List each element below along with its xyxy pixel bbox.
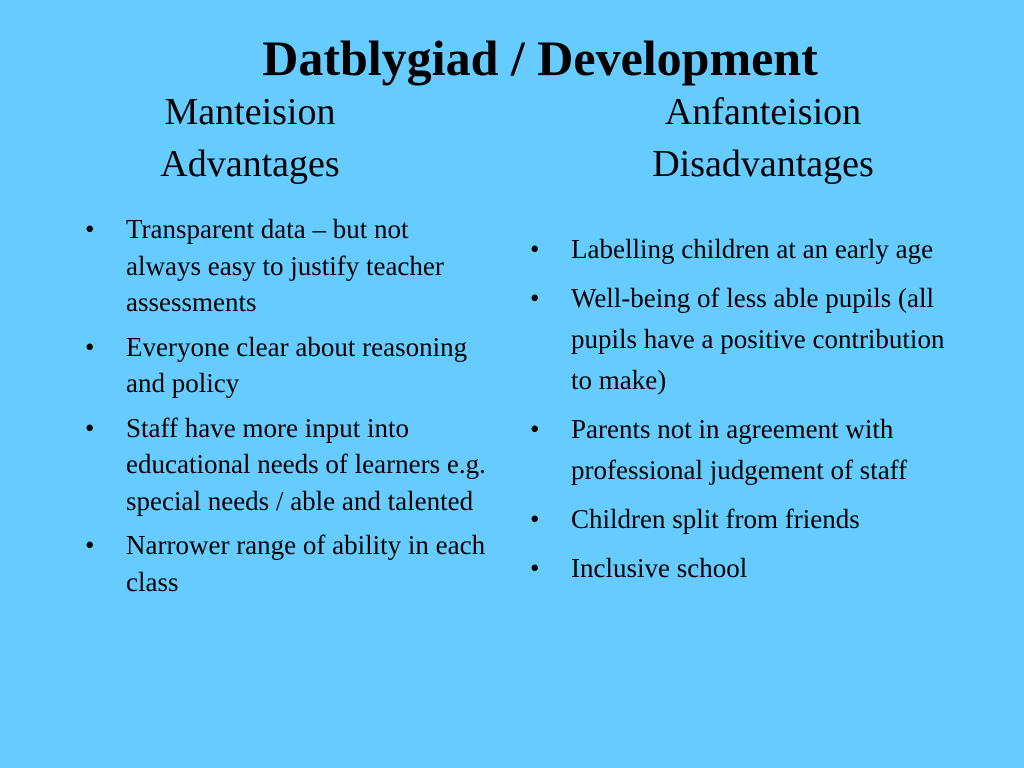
list-item — [530, 499, 970, 540]
bullet-icon: • — [530, 234, 540, 264]
slide-title: Datblygiad / Development — [262, 30, 818, 86]
bullet-icon: • — [85, 412, 95, 443]
list-item — [530, 409, 970, 491]
disadvantages-list — [530, 229, 970, 597]
list-item-text: Narrower range of ability in each class — [126, 530, 486, 597]
list-item-text: Everyone clear about reasoning and policy — [126, 331, 468, 398]
bullet-icon: • — [85, 331, 95, 362]
list-item — [530, 278, 970, 401]
advantages-heading-english: Advantages — [160, 143, 340, 185]
advantages-heading — [60, 86, 440, 190]
advantages-heading-welsh: Manteision — [164, 91, 336, 133]
bullet-icon: • — [530, 553, 540, 583]
list-item-text: Inclusive school — [571, 553, 748, 583]
list-item — [85, 527, 490, 600]
list-item-text: Well-being of less able pupils (all pupils have a positive contribution to make) — [571, 283, 945, 395]
list-item — [530, 229, 970, 270]
disadvantages-heading-welsh: Anfanteision — [664, 91, 862, 133]
bullet-icon: • — [530, 504, 540, 534]
list-item — [85, 211, 490, 321]
advantages-list — [85, 211, 490, 608]
list-item-text: Children split from friends — [571, 504, 860, 534]
bullet-icon: • — [530, 414, 540, 444]
list-item — [85, 410, 490, 520]
bullet-icon: • — [530, 283, 540, 313]
bullet-icon: • — [85, 214, 95, 244]
disadvantages-heading-english: Disadvantages — [652, 143, 874, 185]
list-item-text: Parents not in agreement with professional judgement of staff — [571, 414, 908, 485]
list-item-text: Transparent data – but not always easy to justify teacher assessments — [126, 214, 444, 317]
list-item — [530, 548, 970, 589]
list-item-text: Staff have more input into educational needs of learners e.g. special needs / able and talented — [126, 412, 486, 516]
bullet-icon: • — [85, 530, 95, 560]
list-item — [85, 329, 490, 402]
list-item-text: Labelling children at an early age — [571, 234, 934, 264]
disadvantages-heading — [568, 86, 958, 190]
